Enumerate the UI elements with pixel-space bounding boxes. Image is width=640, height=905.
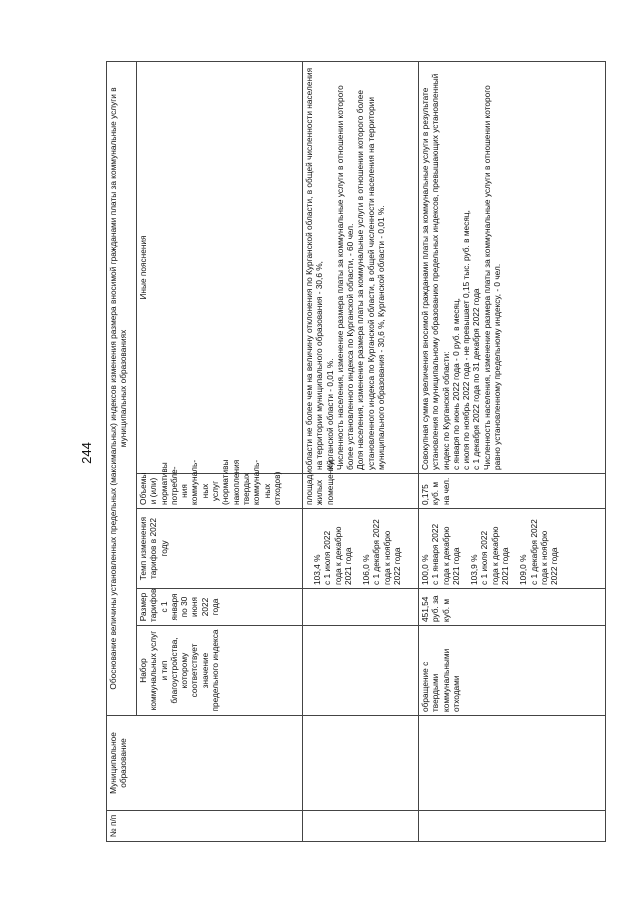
row1-volumes: площади жилых помещений bbox=[303, 474, 419, 509]
row1-municipality bbox=[303, 716, 419, 811]
row2-other-para-1: Совокупная сумма увеличения вносимой гражданами платы за коммунальные услуги в результате установления по муниципальному образованию предельных индексов, превышающих установленный индекс по Курганской области: bbox=[420, 73, 451, 470]
row1-other-para-2: Курганской области - 0,01 %. bbox=[324, 358, 335, 470]
row2-volumes: 0,175 куб. м на чел. bbox=[419, 474, 606, 509]
header-tariff-size: Размер тарифов с 1 января по 30 июня 2022 года bbox=[137, 589, 303, 626]
page-number: 244 bbox=[79, 442, 94, 464]
row2-other-para-3: с июля по ноябрь 2022 года - не превышает 0,15 тыс. руб. в месяц, bbox=[461, 210, 472, 470]
row2-num bbox=[419, 811, 606, 842]
row2-rate-period-1: с 1 января 2022 года к декабрю 2021 года bbox=[430, 523, 461, 585]
row2-other-para-5: Численность населения, изменение размера платы за коммунальные услуги в отношении которого равно установленному предельному индексу, - 0 чел. bbox=[481, 85, 503, 470]
row1-rate-period-2: с 1 декабря 2022 года к ноябрю 2022 года bbox=[371, 519, 403, 585]
header-other: Иные пояснения bbox=[137, 61, 303, 473]
header-num: № п/п bbox=[107, 811, 303, 842]
row1-rate-value-1: 103,4 % bbox=[312, 554, 322, 585]
header-volumes: Объемы и (или) нормативы потребле-ния коммуналь-ных услуг (нормативы накопления твердых коммуналь-ных отходов) bbox=[137, 474, 303, 509]
rotated-table-container bbox=[106, 62, 606, 842]
row2-rate-value-1: 100,0 % bbox=[420, 554, 430, 585]
row1-other-para-3: Численность населения, изменение размера платы за коммунальные услуги в отношении которого более установленного индекса по Курганской области, - 60 чел. bbox=[334, 85, 356, 470]
row2-tariff-rate bbox=[419, 509, 606, 589]
row1-services bbox=[303, 626, 419, 716]
header-tariff-rate: Темп изменения тарифов в 2022 году bbox=[137, 509, 303, 589]
tariff-justification-table bbox=[106, 61, 606, 842]
row2-rate-value-2: 103,9 % bbox=[469, 554, 480, 585]
row1-num bbox=[303, 811, 419, 842]
row2-other bbox=[419, 61, 606, 473]
header-justification: Обоснование величины установленных предельных (максимальных) индексов изменения размера вносимой гражданами платы за коммунальные услуги в муниципальных образованиях bbox=[107, 61, 137, 715]
row1-tariff-size bbox=[303, 589, 419, 626]
table-row bbox=[419, 61, 606, 841]
row2-municipality bbox=[419, 716, 606, 811]
row2-services: обращение с твердыми коммунальными отходами bbox=[419, 626, 606, 716]
row1-rate-period-1: с 1 июля 2022 года к декабрю 2021 года bbox=[322, 526, 353, 585]
header-municipality: Муниципальное образование bbox=[107, 716, 303, 811]
row1-other-para-1: области не более чем на величину отклонения по Курганской области, в общей численности населения на территории муниципального образования - 30,6 %, bbox=[304, 67, 325, 470]
row2-rate-period-3: с 1 декабря 2022 года к ноябрю 2022 года bbox=[528, 519, 560, 585]
row1-rate-value-2: 106,0 % bbox=[361, 554, 372, 585]
row2-rate-value-3: 109,0 % bbox=[518, 554, 529, 585]
table-row bbox=[303, 61, 419, 841]
row2-other-para-4: с 1 декабря 2022 года по 31 декабря 2022 года bbox=[471, 288, 482, 470]
row2-tariff-size: 451,54 руб. за куб. м bbox=[419, 589, 606, 626]
row2-rate-period-2: с 1 июля 2022 года к декабрю 2021 года bbox=[479, 526, 511, 585]
row1-other bbox=[303, 61, 419, 473]
row2-other-para-2: с января по июнь 2022 года - 0 руб. в месяц, bbox=[450, 298, 461, 470]
row1-tariff-rate bbox=[303, 509, 419, 589]
row1-other-para-4: Доля населения, изменение размера платы за коммунальные услуги в отношении которого более установленного индекса по Курганской области, в общей численности населения на территории муниципального образования - 30,6 %, Курганской области - 0,01 %. bbox=[355, 90, 387, 470]
header-services-set: Набор коммунальных услуг и тип благоустройства, которому соответствует значение предельного индекса bbox=[137, 626, 303, 716]
